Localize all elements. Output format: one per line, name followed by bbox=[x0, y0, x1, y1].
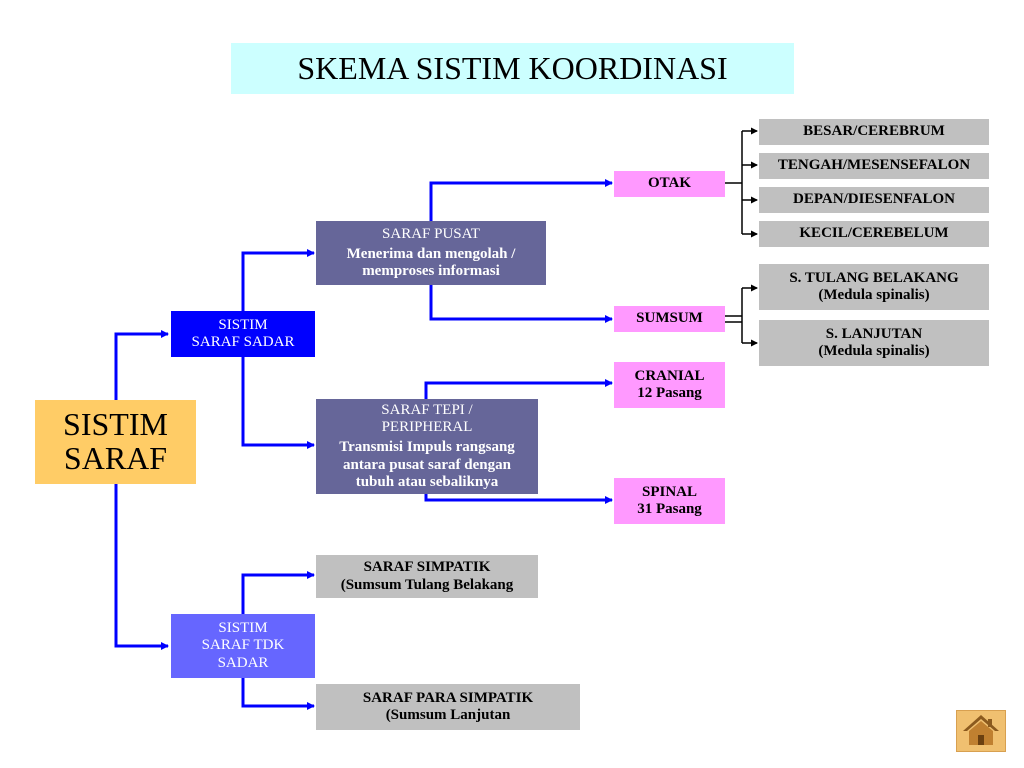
node-sistim-saraf-line2: SARAF bbox=[63, 440, 168, 476]
node-cranial-line1: CRANIAL bbox=[634, 367, 705, 384]
connector-pusat-otak bbox=[431, 183, 612, 221]
node-saraf-tdk-sadar bbox=[171, 614, 315, 678]
connector-tdk-simpatik bbox=[243, 575, 314, 614]
home-button[interactable] bbox=[956, 710, 1006, 752]
node-tulang-belakang bbox=[759, 264, 989, 310]
node-sistim-saraf-line1: SISTIM bbox=[63, 406, 168, 443]
node-saraf-para-simpatik-line2: (Sumsum Lanjutan bbox=[385, 707, 511, 723]
node-otak-tengah bbox=[759, 153, 989, 179]
node-saraf-tepi-line3: Transmisi Impuls rangsang bbox=[339, 439, 515, 456]
node-spinal-line1: SPINAL bbox=[641, 483, 697, 500]
node-otak-besar-label: BESAR/CEREBRUM bbox=[803, 123, 945, 140]
node-saraf-pusat-line2: memproses informasi bbox=[362, 263, 500, 280]
connector-tepi-spinal bbox=[426, 494, 612, 500]
connector-root-sadar bbox=[116, 334, 168, 400]
node-cranial-line2: 12 Pasang bbox=[637, 385, 702, 401]
node-otak-label: OTAK bbox=[647, 175, 692, 192]
connector-tdk-para bbox=[243, 678, 314, 706]
node-lanjutan-line1: S. LANJUTAN bbox=[825, 325, 923, 342]
node-otak-kecil-label: KECIL/CEREBELUM bbox=[799, 225, 949, 242]
connector-sadar-pusat bbox=[243, 253, 314, 311]
node-saraf-tdk-sadar-line2: SARAF TDK bbox=[201, 637, 285, 654]
node-saraf-tepi-line2: PERIPHERAL bbox=[381, 419, 473, 436]
node-saraf-sadar bbox=[171, 311, 315, 357]
node-saraf-tepi bbox=[316, 399, 538, 494]
node-saraf-tepi-line4: antara pusat saraf dengan bbox=[343, 456, 511, 473]
node-saraf-simpatik-line2: (Sumsum Tulang Belakang bbox=[340, 576, 514, 593]
node-otak-depan-label: DEPAN/DIESENFALON bbox=[793, 191, 955, 208]
node-otak bbox=[614, 171, 725, 197]
connector-sadar-tepi bbox=[243, 357, 314, 445]
node-sumsum bbox=[614, 306, 725, 332]
node-saraf-simpatik-line1: SARAF SIMPATIK bbox=[363, 559, 491, 576]
node-lanjutan-line2: (Medula spinalis) bbox=[818, 343, 930, 359]
node-saraf-tepi-line1: SARAF TEPI / bbox=[381, 401, 473, 418]
node-lanjutan bbox=[759, 320, 989, 366]
node-tulang-belakang-line1: S. TULANG BELAKANG bbox=[789, 269, 959, 286]
node-saraf-pusat bbox=[316, 221, 546, 285]
connector-pusat-sumsum bbox=[431, 285, 612, 319]
connector-tepi-cranial bbox=[426, 383, 612, 399]
node-saraf-pusat-heading: SARAF PUSAT bbox=[382, 225, 480, 242]
node-saraf-simpatik bbox=[316, 555, 538, 598]
page-title-text: SKEMA SISTIM KOORDINASI bbox=[297, 50, 728, 87]
node-spinal-line2: 31 Pasang bbox=[637, 501, 702, 517]
node-saraf-tepi-line5: tubuh atau sebaliknya bbox=[355, 473, 499, 490]
home-icon bbox=[957, 711, 1005, 751]
node-saraf-sadar-line2: SARAF SADAR bbox=[191, 334, 295, 350]
node-tulang-belakang-line2: (Medula spinalis) bbox=[818, 287, 930, 303]
node-cranial bbox=[614, 362, 725, 408]
page-title bbox=[231, 43, 794, 94]
connector-root-tdk bbox=[116, 484, 168, 646]
node-saraf-pusat-line1: Menerima dan mengolah / bbox=[346, 245, 516, 262]
node-saraf-sadar-line1: SISTIM bbox=[218, 316, 268, 333]
node-sumsum-label: SUMSUM bbox=[636, 310, 703, 327]
node-saraf-para-simpatik bbox=[316, 684, 580, 730]
node-sistim-saraf bbox=[35, 400, 196, 484]
node-spinal bbox=[614, 478, 725, 524]
node-saraf-tdk-sadar-line1: SISTIM bbox=[218, 620, 268, 637]
node-otak-depan bbox=[759, 187, 989, 213]
node-saraf-para-simpatik-line1: SARAF PARA SIMPATIK bbox=[362, 689, 534, 706]
node-saraf-tdk-sadar-line3: SADAR bbox=[217, 654, 269, 671]
node-otak-tengah-label: TENGAH/MESENSEFALON bbox=[777, 157, 971, 174]
node-otak-kecil bbox=[759, 221, 989, 247]
node-otak-besar bbox=[759, 119, 989, 145]
